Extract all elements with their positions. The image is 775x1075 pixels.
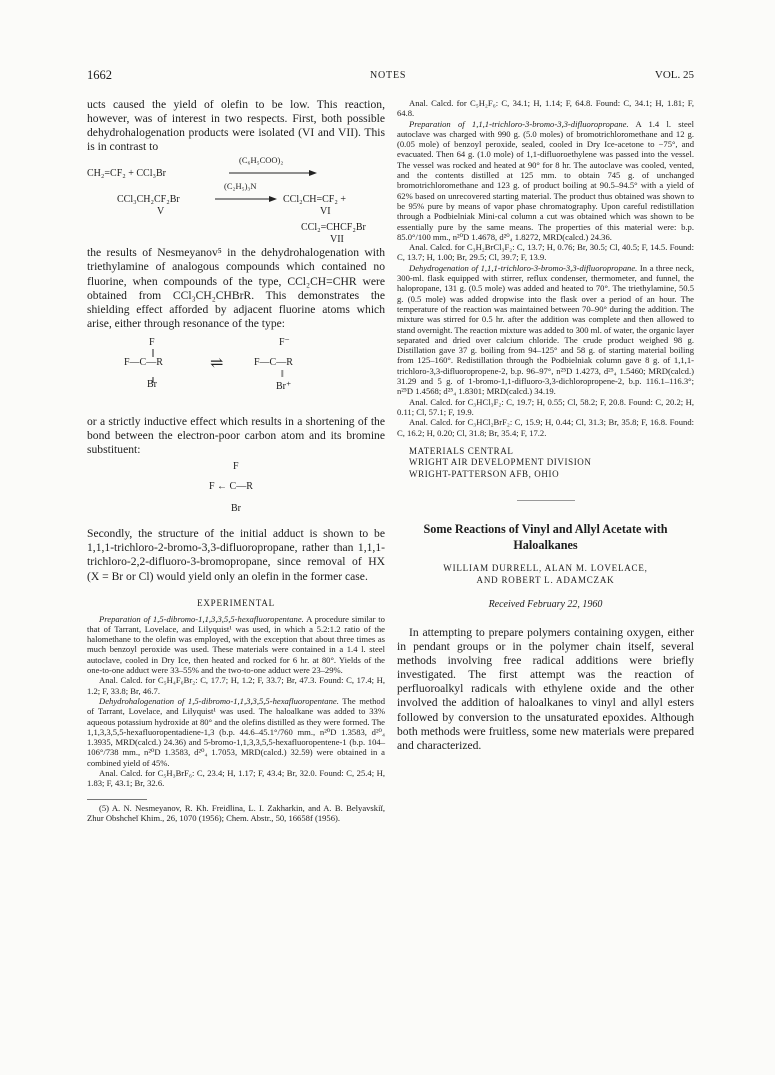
dehyd2-paragraph xyxy=(397,263,694,397)
reactants: CH₂=CF₂ + CCl₃Br xyxy=(87,168,166,180)
dehyd1-title: Dehydrohalogenation of 1,5-dibromo-1,1,3,3,5,5-hexafluoropentane. xyxy=(99,695,339,706)
prep1-text: A procedure similar to that of Tarrant, Lovelace, and Lilyquist¹ was used, in which a 5.2:1.2 ratio of the halomethane to the olefin was employed, with the exception that about three times as much benzoyl peroxide was used. These materials were contained in a 1.4 l. steel autoclave, cooled in Dry Ice, then heated and rocked for 6 hr. at 80°. Yields of the one-to-one adduct were 33–55% and the two-to-one adduct were 23–29%. xyxy=(87,613,385,676)
intro-paragraph: ucts caused the yield of olefin to be low. This reaction, however, was of interest in two respects. First, both possible dehydrohalogenation products were isolated (VI and VII). This is in contrast to xyxy=(87,98,385,154)
right-column xyxy=(397,98,694,753)
section-rule xyxy=(517,500,575,501)
resonance-br-left: Br xyxy=(147,378,157,390)
prep1-paragraph xyxy=(87,614,385,676)
dehyd2-text: In a three neck, 300-ml. flask equipped with stirrer, reflux condenser, thermometer, and funnel, the halopropane, 131 g. (0.5 mole) was added and heated to 70°. The triethylamine, 50.5 g. (0.5 mole) was added dropwise into the flask over a period of an hour. The temperature of the reaction was maintained between 70–90° during the addition. The mixture was stirred for 0.5 hr. after the addition was complete and then allowed to stand overnight. The reaction mixture was added to 300 ml. of water, the organic layer separated and dried over calcium chloride. The crude product weighed 98 g. Distillation gave 37 g. boiling from 94–125° and 58 g. of starting material boiling from 125–160°. Redistillation through the Podbielniak column gave 8 g. of 1,1,1-trichloro-3,3-difluoropropene-2, b.p. 96–97°, n²⁵D 1.4273, d²⁵₄ 1.5460; MRD(calcd.) 31.29 and 5 g. of 1-bromo-1,1-difluoro-3,3-dichloropropene-2, b.p. 116.1–116.3°; n²⁵D 1.4568; d²⁵₄ 1.8301; MRD(calcd.) 34.19. xyxy=(397,262,694,397)
adduct-v: CCl₃CH₂CF₂Br xyxy=(117,194,180,206)
prep1-title: Preparation of 1,5-dibromo-1,1,3,3,5,5-hexafluoropentane. xyxy=(99,613,304,624)
resonance-br-plus: Br⁺ xyxy=(276,380,292,392)
page-number: 1662 xyxy=(87,68,112,82)
resonance-structures xyxy=(87,337,385,415)
prep2-text: A 1.4 l. steel autoclave was charged with 990 g. (5.0 moles) of bromotrichloromethane and 12 g. (0.05 mole) of benzoyl peroxide, sealed, cooled in Dry Ice-acetone to −75°, and evacuated. Then 64 g. (1.0 mole) of 1,1-difluoroethylene was passed into the vessel. The vessel was rocked and heated at 90° for 8 hr. The autoclave was cooled, vented, and the contents distilled at 125 mm. to obtain 745 g. of unchanged bromotrichloromethane and 123 g. of product boiling at 90.5–94.5° with a yield of 62% based on unrecovered starting material. The product thus obtained was shown to be 95% pure by means of vapor phase chromatography. Upon careful redistillation through a Podbielniak Mini-cal column a cut was obtained which was shown to be essentially pure by the same means. The properties of this material were: b.p. 85.0°/100 mm., n²⁰D 1.4678, d²⁰₄ 1.8272, MRD(calcd.) 24.36. xyxy=(397,118,694,242)
anal5: Anal. Calcd. for C₃HCl₂BrF₂: C, 15.9; H, 0.44; Cl, 31.3; Br, 35.8; F, 16.8. Found: C, 16.2; H, 0.20; Cl, 31.8; Br, 35.4; F, 17.2. xyxy=(397,417,694,438)
product-vii: CCl₂=CHCF₂Br xyxy=(301,222,366,234)
anal4: Anal. Calcd. for C₃HCl₃F₂: C, 19.7; H, 0.55; Cl, 58.2; F, 20.8. Found: C, 20.2; H, 0.11; Cl, 57.1; F, 19.9. xyxy=(397,396,694,417)
running-head: NOTES xyxy=(370,70,407,81)
resonance-left: F—C—R xyxy=(124,356,163,368)
resonance-f-minus: F⁻ xyxy=(279,336,290,348)
double-bond: ‖ xyxy=(281,368,284,380)
electron-shift-lines xyxy=(147,347,167,387)
resonance-f-top: F xyxy=(149,336,155,348)
footnote-5: (5) A. N. Nesmeyanov, R. Kh. Freidlina, L. I. Zakharkin, and A. B. Belyavskiĭ, Zhur Obshcheĭ Khim., 26, 1070 (1956); Chem. Abstr., 50, 16658f (1956). xyxy=(87,802,385,823)
label-vi: VI xyxy=(320,206,331,218)
dehyd2-title: Dehydrogenation of 1,1,1-trichloro-3-bromo-3,3-difluoropropane. xyxy=(409,262,638,273)
prep2-title: Preparation of 1,1,1-trichloro-3-bromo-3,3-difluoropropane. xyxy=(409,118,629,129)
prep2-paragraph xyxy=(397,119,694,243)
inductive-center: F ← C—R xyxy=(209,481,253,493)
authors-line-1: WILLIAM DURRELL, ALAN M. LOVELACE, xyxy=(443,563,648,574)
dehyd1-text: The method of Tarrant, Lovelace, and Lilyquist¹ was used. The haloalkane was added to 33% aqueous potassium hydroxide at 80° and the olefins distilled as they were formed. The 1,1,3,3,5,5-hexafluoropentadiene-1,3 (b.p. 44.6–45.1°/760 mm., n²⁰D 1.3583, d²⁰₄ 1.3935, MRD(calcd.) 24.36) and 5-bromo-1,1,3,3,5,5-hexafluoropentene-1 (b.p. 104–106°/738 mm., n²⁰D 1.3583, d²⁰₄ 1.7053, MRD(calcd.) 32.59) were obtained in a combined yield of 45%. xyxy=(87,695,385,768)
equilibrium-arrow: ⇌ xyxy=(210,354,224,372)
footnote-rule xyxy=(87,799,147,800)
inductive-f-top: F xyxy=(233,461,239,473)
authors-line-2: AND ROBERT L. ADAMCZAK xyxy=(476,575,615,586)
anal2: Anal. Calcd. for C₅H₃BrF₆: C, 23.4; H, 1.17; F, 43.4; Br, 32.0. Found: C, 25.4; H, 1.83; F, 43.1; Br, 32.6. xyxy=(87,768,385,789)
label-v: V xyxy=(157,206,165,218)
inductive-br: Br xyxy=(231,503,241,515)
reaction-arrow xyxy=(215,194,279,204)
intro-body: In attempting to prepare polymers containing oxygen, either in pendant groups or in the polymer chain itself, several methods involving free radical additions were briefly investigated. The first attempt was the reaction of perfluoroalkyl radicals with ethylene oxide and the other involved the addition of haloalkanes to vinyl and allyl esters followed by conversion to the unsaturated epoxides. Although both methods were fruitless, some new materials were prepared and characterized. xyxy=(397,626,694,752)
inductive-paragraph: or a strictly inductive effect which results in a shortening of the bond between the electron-poor carbon atom and its bromine substituent: xyxy=(87,414,385,457)
resonance-right: F—C—R xyxy=(254,356,293,368)
affiliation-line-3: WRIGHT-PATTERSON AFB, OHIO xyxy=(409,468,560,479)
dehyd1-paragraph xyxy=(87,696,385,768)
product-vi: CCl₂CH=CF₂ + xyxy=(283,194,346,206)
inductive-structure xyxy=(87,461,385,527)
affiliation xyxy=(397,446,694,480)
reaction-scheme xyxy=(87,156,385,246)
article-title: Some Reactions of Vinyl and Allyl Acetate with Haloalkanes xyxy=(423,522,668,553)
adduct-paragraph: Secondly, the structure of the initial adduct is shown to be 1,1,1-trichloro-2-bromo-3,3-difluoropropane, rather than 1,1,1-trichloro-2,2-difluoro-3-bromopropane, since removal of HX (X = Br or Cl) would yield only an olefin in the former case. xyxy=(87,527,385,583)
volume-label: VOL. 25 xyxy=(654,69,694,81)
catalyst-label: (C₆H₅COO)₂ xyxy=(239,155,284,166)
anal0: Anal. Calcd. for C₅H₂F₆: C, 34.1; H, 1.14; F, 64.8. Found: C, 34.1; H, 1.81; F, 64.8. xyxy=(397,98,694,119)
received-date: Received February 22, 1960 xyxy=(488,599,603,611)
affiliation-line-1: MATERIALS CENTRAL xyxy=(409,445,514,456)
anal1: Anal. Calcd. for C₅H₄F₆Br₂: C, 17.7; H, 1.2; F, 33.7; Br, 47.3. Found: C, 17.4; H, 1.2; F, 33.8; Br, 46.7. xyxy=(87,675,385,696)
experimental-heading: EXPERIMENTAL xyxy=(197,597,275,608)
reaction-arrow xyxy=(229,168,319,178)
affiliation-line-2: WRIGHT AIR DEVELOPMENT DIVISION xyxy=(409,457,592,468)
label-vii: VII xyxy=(330,234,344,246)
nesmeyanov-paragraph: the results of Nesmeyanov⁵ in the dehydrohalogenation with triethylamine of analogous compounds which contained no fluorine, when compounds of the type, CCl₂CH=CHR were obtained from CCl₃CH₂CHBrR. This demonstrates the shielding effect afforded by adjacent fluorine atoms which arise, either through resonance of the type: xyxy=(87,246,385,330)
anal3: Anal. Calcd. for C₃H₂BrCl₃F₂: C, 13.7; H, 0.76; Br, 30.5; Cl, 40.5; F, 14.5. Found: C, 13.7; H, 1.00; Br, 29.5; Cl, 39.7; F, 13.9. xyxy=(397,242,694,263)
base-label: (C₂H₅)₃N xyxy=(224,181,257,192)
left-column xyxy=(87,98,385,823)
